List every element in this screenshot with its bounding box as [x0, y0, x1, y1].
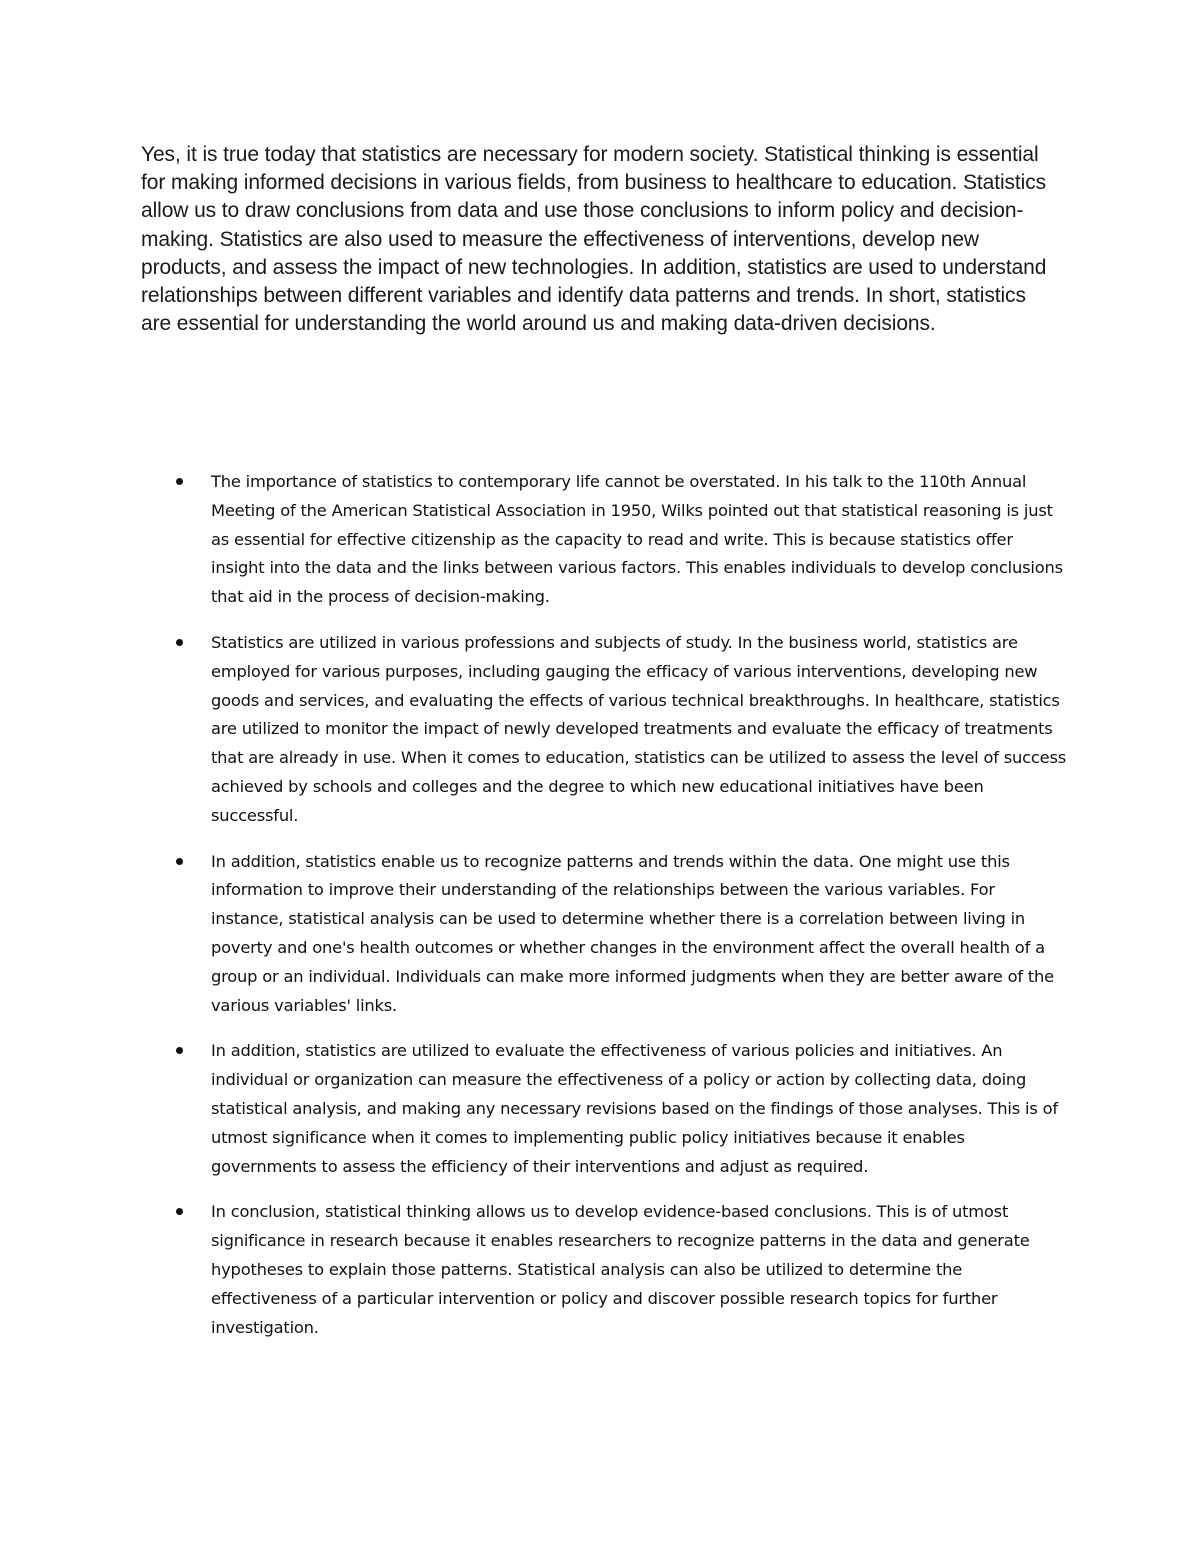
- list-item-text: In addition, statistics are utilized to evaluate the effectiveness of various policies and initiatives. An individual or organization can measure the effectiveness of a policy or action by collecting data, doing statistical analysis, and making any necessary revisions based on the findings of those analyses. This is of utmost significance when it comes to implementing public policy initiatives because it enables governments to assess the efficiency of their interventions and adjust as required.: [211, 1041, 1058, 1176]
- list-item: [0, 468, 1200, 612]
- list-item-text: In addition, statistics enable us to recognize patterns and trends within the data. One might use this information to improve their understanding of the relationships between the various variables. For instance, statistical analysis can be used to determine whether there is a correlation between living in poverty and one's health outcomes or whether changes in the environment affect the overall health of a group or an individual. Individuals can make more informed judgments when they are better aware of the various variables' links.: [211, 851, 1054, 1015]
- bullet-icon: [176, 1047, 183, 1054]
- intro-paragraph: Yes, it is true today that statistics are necessary for modern society. Statistical thinking is essential for making informed decisions in various fields, from business to healthcare to education. Statistics allow us to draw conclusions from data and use those conclusions to inform policy and decision-making. Statistics are also used to measure the effectiveness of interventions, develop new products, and assess the impact of new technologies. In addition, statistics are used to understand relationships between different variables and identify data patterns and trends. In short, statistics are essential for understanding the world around us and making data-driven decisions.: [141, 143, 1047, 336]
- list-item-text: In conclusion, statistical thinking allows us to develop evidence-based conclusions. This is of utmost significance in research because it enables researchers to recognize patterns in the data and generate hypotheses to explain those patterns. Statistical analysis can also be utilized to determine the effectiveness of a particular intervention or policy and discover possible research topics for further investigation.: [211, 1202, 1030, 1337]
- bullet-icon: [176, 639, 183, 646]
- bullet-icon: [176, 858, 183, 865]
- list-item-text: The importance of statistics to contemporary life cannot be overstated. In his talk to the 110th Annual Meeting of the American Statistical Association in 1950, Wilks pointed out that statistical reasoning is just as essential for effective citizenship as the capacity to read and write. This is because statistics offer insight into the data and the links between various factors. This enables individuals to develop conclusions that aid in the process of decision-making.: [211, 472, 1063, 607]
- list-item-text: Statistics are utilized in various professions and subjects of study. In the business world, statistics are employed for various purposes, including gauging the efficacy of various interventions, developing new goods and services, and evaluating the effects of various technical breakthroughs. In healthcare, statistics are utilized to monitor the impact of newly developed treatments and evaluate the efficacy of treatments that are already in use. When it comes to education, statistics can be utilized to assess the level of success achieved by schools and colleges and the degree to which new educational initiatives have been successful.: [211, 632, 1067, 825]
- bullet-list: [0, 468, 1200, 1359]
- list-item: [0, 629, 1200, 831]
- list-item: [0, 1037, 1200, 1181]
- bullet-icon: [176, 478, 183, 485]
- list-item: [0, 848, 1200, 1021]
- bullet-icon: [176, 1208, 183, 1215]
- list-item: [0, 1198, 1200, 1342]
